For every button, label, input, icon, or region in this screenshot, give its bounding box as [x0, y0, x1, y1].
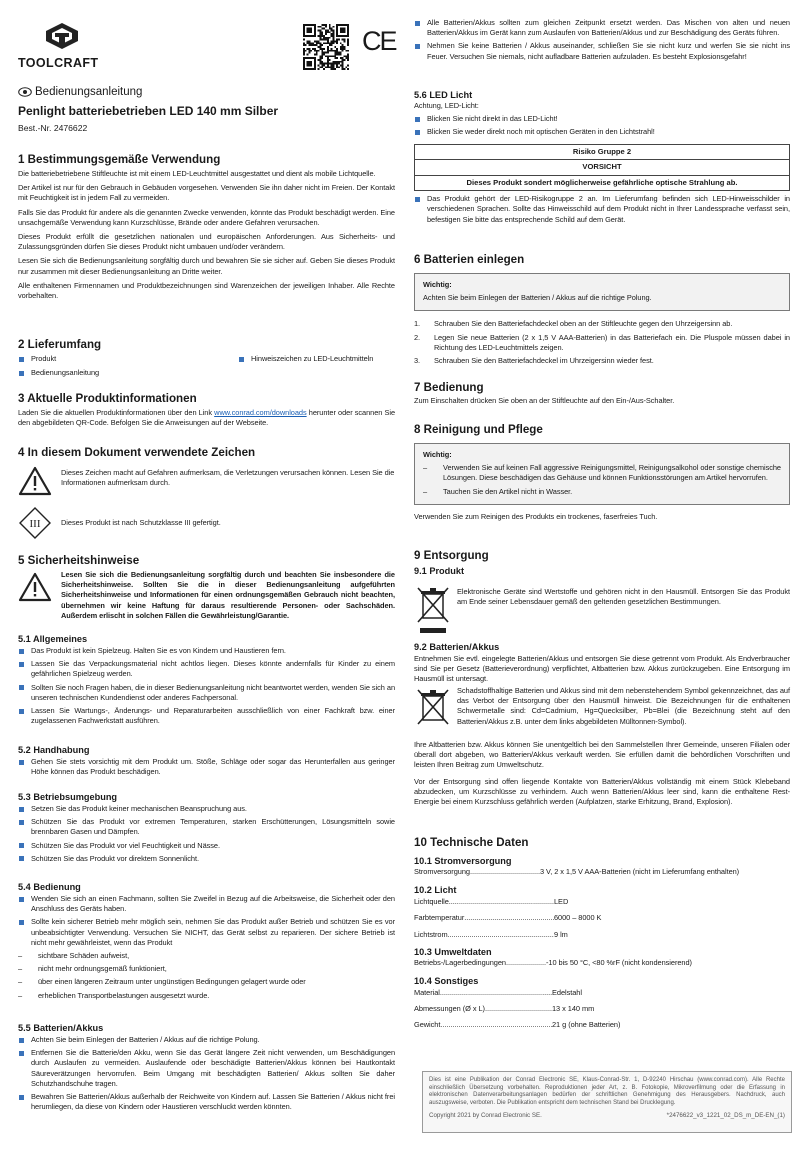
step-number: 3.: [414, 356, 421, 366]
publisher-footer: [422, 1071, 792, 1133]
dot-leader: [440, 1020, 552, 1030]
risk-text: Dieses Produkt sondert möglicherweise gefährliche optische Strahlung ab.: [466, 177, 738, 187]
spec-value: 21 g (ohne Batterien): [552, 1020, 621, 1030]
paragraph: Lesen Sie sich die Bedienungsanleitung sorgfältig durch und bewahren Sie sie sicher auf. Geben Sie dieses Produkt nur zusammen mit dieser Bedienungsanleitung an Dritte weiter.: [18, 256, 395, 276]
risk-group-box: [414, 144, 790, 192]
step-number: 1.: [414, 319, 421, 329]
doc-type-row: [18, 86, 142, 98]
spec-value: 9 lm: [554, 929, 568, 939]
spec-value: 3 V, 2 x 1,5 V AAA-Batterien (nicht im Lieferumfang enthalten): [539, 867, 740, 876]
spec-row: [414, 958, 790, 968]
dash-item: – sichtbare Schäden aufweist,: [18, 951, 395, 961]
page-title: Penlight batteriebetrieben LED 140 mm Silber: [18, 104, 279, 118]
text: Laden Sie die aktuellen Produktinformationen über den Link: [18, 408, 215, 417]
paragraph: Dieses Produkt erfüllt die gesetzlichen nationalen und europäischen Anforderungen. Aus Sicherheits- und Zulassungsgründen dürfen Sie dieses Produkt nicht umbauen und/oder verändern.: [18, 232, 395, 252]
list-item: Sollte kein sicherer Betrieb mehr möglich sein, nehmen Sie das Produkt außer Betrieb und schützen Sie es vor unbeabsichtigter Verwendung. Versuchen Sie NICHT, das Gerät selbst zu reparieren. Der sichere Betrieb ist nicht mehr gewährleistet, wenn das Produkt: [18, 917, 395, 948]
subsection-heading: 5.6 LED Licht: [414, 90, 473, 100]
list-item: Schützen Sie das Produkt vor direktem Sonnenlicht.: [18, 854, 395, 864]
spec-key: Stromversorgung: [414, 867, 470, 876]
important-text: Achten Sie beim Einlegen der Batterien / Akkus auf die richtige Polung.: [423, 293, 652, 303]
dot-leader: [485, 1004, 552, 1014]
list-item: Das Produkt gehört der LED-Risikogruppe 2 an. Im Lieferumfang befinden sich LED-Hinweisschilder in verschiedenen Sprachen. Sollte das Hinweisschild auf dem Produkt nicht in Ihrer Landessprache verfasst sein, befestigen Sie bitte das entsprechende Schild auf dem Gerät.: [414, 194, 790, 225]
dot-leader: [464, 913, 554, 923]
section-9-2: [414, 641, 790, 685]
step-item: [414, 333, 790, 353]
list-item: Alle Batterien/Akkus sollten zum gleichen Zeitpunkt ersetzt werden. Das Mischen von alten und neuen Batterien/Akkus im Gerät kann zum Auslaufen von Batterien/Akkus und zur Beschädigung des Geräts führen.: [414, 18, 790, 38]
spec-row: [414, 913, 664, 923]
class-mark: III: [29, 518, 41, 530]
important-heading: Wichtig:: [423, 450, 452, 459]
subsection-heading: 5.3 Betriebsumgebung: [18, 792, 118, 802]
section-heading: 1 Bestimmungsgemäße Verwendung: [18, 153, 221, 166]
ce-mark: CE: [362, 26, 396, 56]
important-box: [414, 443, 790, 505]
protection-class-3-icon: [18, 506, 52, 540]
section-heading: 3 Aktuelle Produktinformationen: [18, 392, 197, 405]
list-item: Nehmen Sie keine Batterien / Akkus auseinander, schließen Sie sie nicht kurz und werfen Sie sie nicht ins Feuer. Versuchen Sie niemals, nicht aufladbare Batterien aufzuladen. Es besteht Explosionsgefahr!: [414, 41, 790, 61]
section-7: [414, 381, 790, 406]
spec-value: LED: [554, 897, 569, 907]
battery-bin-icon: [416, 688, 450, 734]
section-2: [18, 338, 395, 380]
paragraph: Alle enthaltenen Firmennamen und Produktbezeichnungen sind Warenzeichen der jeweiligen Inhaber. Alle Rechte vorbehalten.: [18, 280, 395, 301]
spec-key: Betriebs-/Lagerbedingungen: [414, 957, 506, 967]
subsection-heading: 9.1 Produkt: [414, 566, 465, 576]
list-item: Entfernen Sie die Batterie/den Akku, wenn Sie das Gerät längere Zeit nicht verwenden, um Beschädigungen durch Auslaufen zu vermeiden. Auslaufende oder beschädigte Batterien/Akkus können bei Hautkontakt Säureverätzungen hervorrufen. Beim Umgang mit beschädigten Batterien/ Akkus sollten Sie daher Schutzhandschuhe tragen.: [18, 1048, 395, 1089]
dash-item: – erheblichen Transportbelastungen ausgesetzt wurde.: [18, 991, 395, 1001]
warning-description: Dieses Zeichen macht auf Gefahren aufmerksam, die Verletzungen verursachen können. Lesen Sie die Informationen aufmerksam durch.: [61, 468, 395, 488]
brand-logo: [18, 22, 108, 68]
section-9: [414, 549, 790, 577]
qr-code: [303, 24, 349, 70]
list-item: Das Produkt ist kein Spielzeug. Halten Sie es von Kindern und Haustieren fern.: [18, 646, 395, 656]
section-1: [18, 153, 395, 301]
subsection-heading: 10.1 Stromversorgung: [414, 856, 512, 866]
warning-icon: [18, 572, 52, 602]
list-item: Gehen Sie stets vorsichtig mit dem Produkt um. Stöße, Schläge oder sogar das Herunterfallen aus geringer Höhe können das Produkt beschädigen.: [18, 757, 395, 777]
important-box: [414, 273, 790, 311]
paragraph: Entnehmen Sie evtl. eingelegte Batterien/Akkus und entsorgen Sie diese getrennt vom Produkt. Als Endverbraucher sind Sie per Gesetz (Batterieverordnung) verpflichtet, Altbatterien bzw. Akkus zurückzugeben. Eine Entsorgung im Hausmüll ist untersagt.: [414, 654, 790, 684]
paragraph: Die batteriebetriebene Stiftleuchte ist mit einem LED-Leuchtmittel ausgestattet und dient als mobile Lichtquelle.: [18, 169, 376, 178]
subsection-heading: 10.2 Licht: [414, 885, 457, 896]
subsection-heading: 9.2 Batterien/Akkus: [414, 642, 500, 652]
list-item: Bedienungsanleitung: [18, 368, 99, 378]
subsection-heading: 10.3 Umweltdaten: [414, 946, 492, 957]
dash-item: – nicht mehr ordnungsgemäß funktioniert,: [18, 964, 395, 974]
subsection-heading: 10.4 Sonstiges: [414, 976, 479, 987]
list-item: Setzen Sie das Produkt keiner mechanischen Beanspruchung aus.: [18, 804, 395, 814]
spec-row: [414, 988, 664, 998]
list-item: Schützen Sie das Produkt vor viel Feuchtigkeit und Nässe.: [18, 841, 395, 851]
section-5-5-continued: [414, 18, 790, 62]
section-heading: 8 Reinigung und Pflege: [414, 423, 543, 436]
section-heading: 7 Bedienung: [414, 381, 484, 394]
section-5-5: [18, 1022, 395, 1112]
dot-leader: [449, 897, 554, 907]
paragraph: Schadstoffhaltige Batterien und Akkus sind mit dem nebenstehendem Symbol gekennzeichnet, das auf das Verbot der Entsorgung über den Hausmüll hinweist. Die Bezeichnungen für die enthaltenen Schwermetalle sind: Cd=Cadmium, Hg=Quecksilber, Pb=Blei (die Bezeichnung steht auf den Batterien/Akkus z.B. unter dem links abgebildeten Mülltonnen-Symbol).: [457, 686, 790, 726]
spec-key: Gewicht: [414, 1020, 441, 1030]
section-heading: 4 In diesem Dokument verwendete Zeichen: [18, 446, 256, 459]
spec-key: Material: [414, 988, 440, 998]
warning-icon: [18, 466, 52, 496]
section-heading: 6 Batterien einlegen: [414, 253, 525, 266]
protection-class-description: Dieses Produkt ist nach Schutzklasse III gefertigt.: [61, 518, 221, 527]
list-item: Wenden Sie sich an einen Fachmann, sollten Sie Zweifel in Bezug auf die Arbeitsweise, die Sicherheit oder den Anschluss des Geräts haben.: [18, 894, 395, 914]
section-heading: 9 Entsorgung: [414, 549, 489, 562]
step-number: 2.: [414, 332, 421, 342]
subsection-heading: 5.4 Bedienung: [18, 882, 81, 892]
step-text: Legen Sie neue Batterien (2 x 1,5 V AAA-Batterien) in das Batteriefach ein. Die Pluspole müssen dabei in Richtung des LED-Leuchtmittels zeigen.: [434, 332, 790, 352]
list-item: Lassen Sie Wartungs-, Änderungs- und Reparaturarbeiten ausschließlich von einer Fachkraft bzw. einer zugelassenen Fachwerkstatt ausführen.: [18, 706, 395, 726]
paragraph: Falls Sie das Produkt für andere als die genannten Zwecke verwenden, könnte das Produkt beschädigt werden. Eine unsachgemäße Verwendung kann Kurzschlüsse, Brände oder andere Gefahren verursachen.: [18, 207, 395, 227]
spec-key: Lichtstrom: [414, 929, 448, 939]
list-item: Achten Sie beim Einlegen der Batterien / Akkus auf die richtige Polung.: [18, 1035, 395, 1045]
spec-value: Edelstahl: [552, 988, 582, 998]
list-item: Blicken Sie weder direkt noch mit optischen Geräten in den Lichtstrahl!: [414, 127, 790, 137]
spec-row: [414, 1004, 664, 1014]
document-code: *2476622_v3_1221_02_DS_m_DE-EN_(1): [666, 1111, 785, 1119]
spec-value: -10 bis 50 °C, <80 %rF (nicht kondensierend): [545, 957, 692, 967]
section-5-1: [18, 633, 395, 726]
paragraph: Elektronische Geräte sind Wertstoffe und gehören nicht in den Hausmüll. Entsorgen Sie das Produkt am Ende seiner Lebensdauer gemäß den geltenden gesetzlichen Bestimmungen.: [457, 587, 790, 607]
crossed-bin-icon: [416, 586, 450, 636]
paragraph: Der Artikel ist nur für den Gebrauch in Gebäuden vorgesehen. Verwenden Sie ihn daher nicht im Freien. Der Kontakt mit Feuchtigkeit ist in jedem Fall zu vermeiden.: [18, 183, 395, 203]
paragraph: Vor der Entsorgung sind offen liegende Kontakte von Batterien/Akkus vollständig mit einem Stück Klebeband abzudecken, um Kurzschlüsse zu verhindern. Auch wenn Batterien/Akkus leer sind, kann die enthaltene Rest-Energie bei einem Kurzschluss gefährlich werden (Aufplatzen, starke Erhitzung, Brand, Explosion).: [414, 777, 790, 807]
section-5-6: [414, 89, 790, 225]
dot-leader: [440, 988, 552, 998]
list-item: Produkt: [18, 354, 56, 364]
dot-leader: [506, 958, 546, 968]
paragraph: Verwenden Sie zum Reinigen des Produkts ein trockenes, faserfreies Tuch.: [414, 511, 658, 521]
step-text: Schrauben Sie den Batteriefachdeckel im Uhrzeigersinn wieder fest.: [434, 356, 654, 366]
dot-leader: [470, 867, 540, 877]
list-item: Blicken Sie nicht direkt in das LED-Licht!: [414, 114, 790, 124]
risk-group: Risiko Gruppe 2: [415, 145, 789, 161]
downloads-link[interactable]: www.conrad.com/downloads: [214, 408, 307, 417]
eye-icon: [18, 87, 32, 97]
spec-value: 6000 – 8000 K: [554, 913, 602, 923]
spec-row: [414, 1020, 664, 1030]
section-6: [414, 253, 790, 366]
brand-name: TOOLCRAFT: [18, 56, 99, 70]
spec-row: [414, 930, 664, 940]
subsection-heading: 5.2 Handhabung: [18, 745, 90, 755]
spec-row: [414, 897, 664, 907]
subsection-heading: 5.5 Batterien/Akkus: [18, 1023, 104, 1033]
section-5-2: [18, 744, 395, 777]
spec-key: Farbtemperatur: [414, 913, 465, 923]
order-number: Best.-Nr. 2476622: [18, 123, 88, 133]
list-item: Schützen Sie das Produkt vor extremen Temperaturen, starken Erschütterungen, Lösungsmitteln sowie brennbaren Gasen und Dämpfen.: [18, 817, 395, 837]
section-heading: 10 Technische Daten: [414, 836, 529, 849]
paragraph: [18, 408, 395, 428]
step-item: [414, 356, 790, 366]
section-5-4: [18, 881, 395, 1001]
dash-item: – über einen längeren Zeitraum unter ungünstigen Bedingungen gelagert wurde oder: [18, 977, 395, 987]
doc-type: Bedienungsanleitung: [35, 86, 143, 98]
paragraph: Ihre Altbatterien bzw. Akkus können Sie unentgeltlich bei den Sammelstellen Ihrer Gemeinde, unseren Filialen oder überall dort abgeben, wo Batterien/Akkus verkauft werden. Sie erfüllen damit die behördlichen Vorschriften und leisten Ihren Beitrag zum Umweltschutz.: [414, 740, 790, 770]
dash-item: – Tauchen Sie den Artikel nicht in Wasser.: [423, 487, 781, 497]
list-item: Sollten Sie noch Fragen haben, die in dieser Bedienungsanleitung nicht beantwortet werden, wenden Sie sich an unseren technischen Kundendienst oder anderes Fachpersonal.: [18, 683, 395, 703]
section-8: [414, 423, 790, 522]
list-item: Bewahren Sie Batterien/Akkus außerhalb der Reichweite von Kindern auf. Lassen Sie Batterien / Akkus nicht frei herumliegen, da diese von Kindern oder Haustieren verschluckt werden könnten.: [18, 1092, 395, 1112]
spec-key: Lichtquelle: [414, 897, 449, 907]
toolcraft-logo-icon: [42, 22, 82, 56]
safety-intro: Lesen Sie sich die Bedienungsanleitung sorgfältig durch und beachten Sie insbesondere die Sicherheitshinweise. Sollten Sie die in dieser Bedienungsanleitung aufgeführten Sicherheitshinweise und Informationen für einen ordnungsgemäßen Gebrauch nicht beachten, übernehmen wir keine Haftung für daraus resultierende Personen- oder Sachschäden. Außerdem erlischt in solchen Fällen die Gewährleistung/Garantie.: [61, 570, 395, 620]
section-5-3: [18, 791, 395, 864]
dot-leader: [448, 930, 554, 940]
step-item: [414, 319, 790, 329]
section-heading: 2 Lieferumfang: [18, 338, 102, 351]
list-item: Hinweiszeichen zu LED-Leuchtmitteln: [238, 354, 373, 364]
footer-text: Dies ist eine Publikation der Conrad Electronic SE, Klaus-Conrad-Str. 1, D-92240 Hirschau (www.conrad.com). Alle Rechte einschließlich Übersetzung vorbehalten. Reproduktionen jeder Art, z. B. Fotokopie, Mikroverfilmung oder die Erfassung in elektronischen Datenverarbeitungsanlagen bedürfen der schriftlichen Genehmigung des Herausgebers. Nachdruck, auch auszugsweise, verboten. Die Publikation entspricht dem technischen Stand bei Drucklegung.: [429, 1077, 785, 1107]
copyright: Copyright 2021 by Conrad Electronic SE.: [429, 1111, 542, 1119]
risk-caution: VORSICHT: [415, 160, 789, 176]
dash-item: – Verwenden Sie auf keinen Fall aggressive Reinigungsmittel, Reinigungsalkohol oder sonstige chemische Lösungen. Diese beschädigen das Gehäuse und können Funktionsstörungen am Artikel hervorrufen.: [423, 463, 781, 483]
text: herunter oder scannen Sie den abgebildeten QR-Code. Befolgen Sie die Anweisungen auf der Webseite.: [18, 408, 396, 428]
subsection-heading: 5.1 Allgemeines: [18, 634, 88, 644]
list-item: Lassen Sie das Verpackungsmaterial nicht achtlos liegen. Dieses könnte andernfalls für Kinder zu einem gefährlichen Spielzeug werden.: [18, 659, 395, 679]
footer-bottom-row: [429, 1112, 785, 1119]
step-text: Schrauben Sie den Batteriefachdeckel oben an der Stiftleuchte gegen den Uhrzeigersinn ab.: [434, 319, 733, 329]
section-10: [414, 836, 790, 1031]
section-heading: 5 Sicherheitshinweise: [18, 554, 140, 567]
section-5: [18, 554, 395, 620]
section-4: [18, 446, 395, 530]
spec-value: 13 x 140 mm: [552, 1004, 595, 1014]
important-heading: Wichtig:: [423, 280, 452, 289]
spec-row: [414, 867, 790, 877]
spec-key: Abmessungen (Ø x L): [414, 1004, 485, 1014]
paragraph: Achtung, LED-Licht:: [414, 101, 479, 110]
section-3: [18, 392, 395, 428]
paragraph: Zum Einschalten drücken Sie oben an der Stiftleuchte auf den Ein-/Aus-Schalter.: [414, 396, 675, 405]
